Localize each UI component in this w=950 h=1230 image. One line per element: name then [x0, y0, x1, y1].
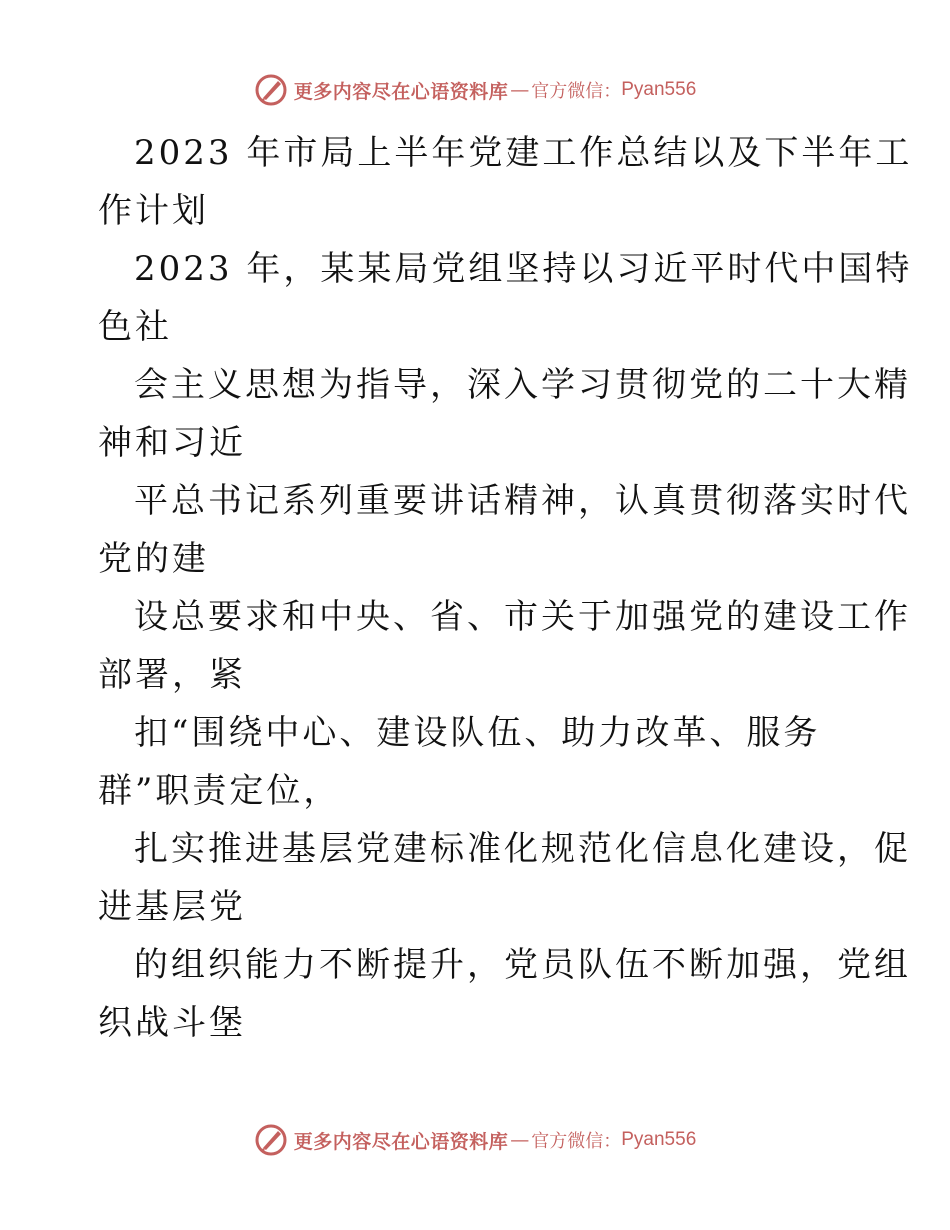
paragraph-line: 扎实推进基层党建标准化规范化信息化建设，促	[134, 829, 911, 869]
paragraph-line: 神和习近	[98, 423, 246, 463]
paragraph-line: 色社	[98, 307, 172, 347]
watermark-main-text: 更多内容尽在心语资料库	[293, 80, 509, 103]
paragraph-line: 的组织能力不断提升，党员队伍不断加强，党组	[134, 945, 911, 985]
paragraph-line: 群”职责定位，	[98, 771, 341, 811]
watermark-main-text: 更多内容尽在心语资料库	[293, 1130, 509, 1153]
watermark-wechat-id: Pyan556	[621, 1129, 697, 1150]
paragraph-line: 党的建	[98, 539, 209, 579]
header-watermark	[0, 70, 950, 110]
paragraph-line: 织战斗堡	[98, 1003, 246, 1043]
quill-logo-icon	[254, 73, 288, 107]
watermark-wechat-id: Pyan556	[621, 79, 697, 100]
paragraph-line: 2023 年，某某局党组坚持以习近平时代中国特	[134, 249, 913, 289]
document-body	[98, 124, 913, 1052]
watermark-dash: —	[510, 1129, 530, 1151]
watermark-dash: —	[510, 79, 530, 101]
paragraph-line: 进基层党	[98, 887, 246, 927]
watermark-wechat-label: 官方微信：	[531, 1131, 622, 1152]
title-line-2: 作计划	[98, 191, 209, 231]
paragraph-line: 扣“围绕中心、建设队伍、助力改革、服务	[134, 713, 821, 753]
quill-logo-icon	[254, 1123, 288, 1157]
paragraph-line: 部署，紧	[98, 655, 246, 695]
watermark-wechat-label: 官方微信：	[531, 81, 622, 102]
footer-watermark	[0, 1120, 950, 1160]
paragraph-line: 会主义思想为指导，深入学习贯彻党的二十大精	[134, 365, 911, 405]
paragraph-line: 平总书记系列重要讲话精神，认真贯彻落实时代	[134, 481, 911, 521]
paragraph-line: 设总要求和中央、省、市关于加强党的建设工作	[134, 597, 911, 637]
title-line-1: 2023 年市局上半年党建工作总结以及下半年工	[134, 133, 913, 173]
